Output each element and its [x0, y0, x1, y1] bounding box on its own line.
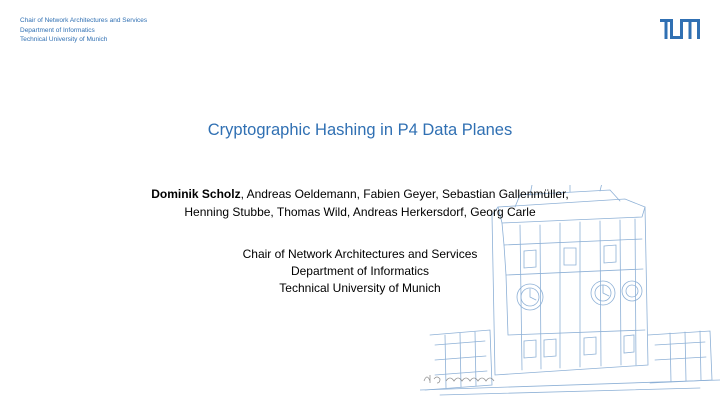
affiliation-chair: Chair of Network Architectures and Services	[242, 247, 478, 261]
affiliation-block	[0, 246, 720, 297]
co-authors-2: Henning Stubbe, Thomas Wild, Andreas Herkersdorf, Georg Carle	[184, 205, 536, 219]
co-authors-1: , Andreas Oeldemann, Fabien Geyer, Sebastian Gallenmüller,	[240, 187, 569, 201]
affiliation-university: Technical University of Munich	[279, 281, 441, 295]
tum-logo-icon	[660, 19, 700, 39]
page-title: Cryptographic Hashing in P4 Data Planes	[207, 121, 513, 139]
author-line-1	[0, 185, 720, 203]
author-list	[0, 185, 720, 221]
affiliation-department: Department of Informatics	[290, 264, 430, 278]
header-university: Technical University of Munich	[20, 36, 108, 43]
lead-author: Dominik Scholz	[151, 187, 241, 201]
header-chair: Chair of Network Architectures and Services	[20, 17, 148, 24]
header-department: Department of Informatics	[20, 26, 95, 34]
header-affiliation	[20, 16, 147, 45]
